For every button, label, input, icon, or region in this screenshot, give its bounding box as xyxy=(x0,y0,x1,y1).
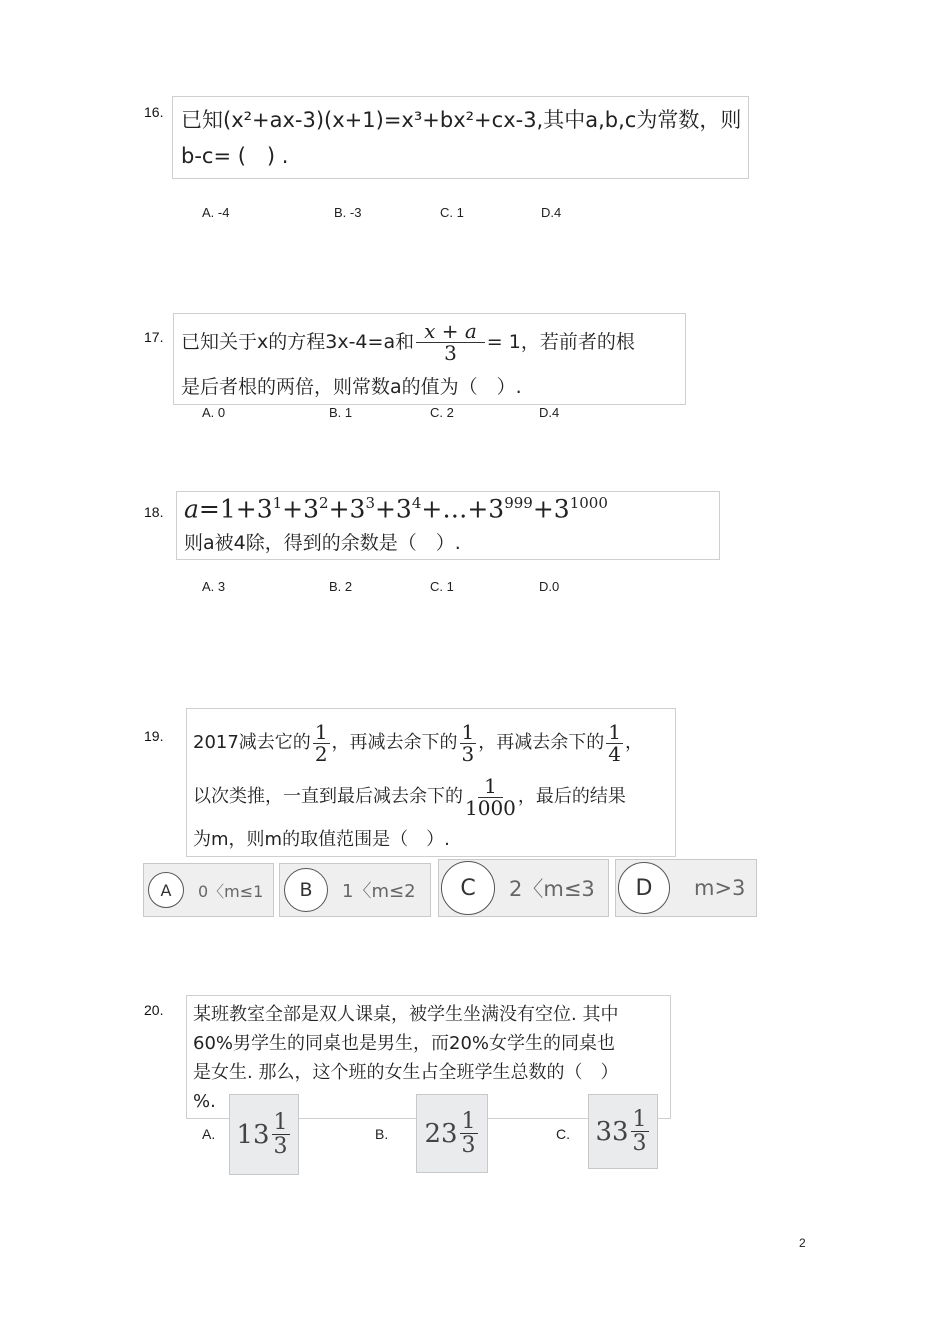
choice-text: 1〈m≤2 xyxy=(342,881,416,902)
question-18-term: +3 xyxy=(374,494,412,524)
question-17-line1-pre: 已知关于x的方程3x-4=a和 xyxy=(181,331,415,353)
question-16-option-a[interactable]: A. -4 xyxy=(202,205,230,220)
fraction-numerator: 1 xyxy=(314,719,328,744)
question-19-text: 以次类推，一直到最后减去余下的 xyxy=(193,786,463,807)
mixed-number-fraction xyxy=(460,1110,478,1157)
question-20-line3: 是女生. 那么，这个班的女生占全班学生总数的（ ） xyxy=(193,1062,619,1083)
question-16-option-c[interactable]: C. 1 xyxy=(440,205,464,220)
question-19-fraction-quarter xyxy=(606,719,623,766)
question-17-fraction-numerator: x + a xyxy=(416,321,485,343)
question-19-choice-a[interactable] xyxy=(143,863,274,917)
fraction-denominator: 3 xyxy=(461,741,475,766)
question-18-term: +3 xyxy=(282,494,320,524)
question-19-fraction-half xyxy=(313,719,330,766)
question-18-exponent: 4 xyxy=(411,494,422,512)
fraction-numerator: 1 xyxy=(632,1106,647,1132)
question-17-box xyxy=(173,313,686,405)
page-number: 2 xyxy=(799,1236,806,1250)
mixed-number-whole: 33 xyxy=(595,1116,629,1147)
question-18-number: 18. xyxy=(144,504,164,520)
fraction-numerator: 1 xyxy=(478,776,503,798)
fraction-denominator: 3 xyxy=(632,1131,647,1156)
question-20-number: 20. xyxy=(144,1002,164,1018)
question-18-term: +3 xyxy=(328,494,366,524)
question-17-fraction xyxy=(416,318,485,365)
question-17-line2: 是后者根的两倍，则常数a的值为（ ）. xyxy=(181,376,522,398)
question-19-text: ，再减去余下的 xyxy=(478,732,605,753)
question-20-option-c[interactable] xyxy=(588,1094,658,1169)
choice-text: 2〈m≤3 xyxy=(509,877,595,901)
fraction-numerator: 1 xyxy=(273,1109,288,1135)
question-18-term: =1+3 xyxy=(198,494,273,524)
question-19-text: 2017减去它的 xyxy=(193,732,311,753)
choice-text: 0〈m≤1 xyxy=(198,881,264,901)
question-19-text: ，再减去余下的 xyxy=(331,732,458,753)
question-17-fraction-denominator: 3 xyxy=(444,340,457,365)
question-19-number: 19. xyxy=(144,728,164,744)
question-18-exponent: 1000 xyxy=(569,494,608,512)
question-19-box xyxy=(186,708,676,857)
question-18-option-d[interactable]: D.0 xyxy=(539,579,560,594)
mixed-number-whole: 13 xyxy=(236,1119,270,1150)
choice-letter-circle: A xyxy=(148,872,184,908)
question-20-line1: 某班教室全部是双人课桌，被学生坐满没有空位. 其中 xyxy=(193,1004,619,1025)
question-17-option-b[interactable]: B. 1 xyxy=(329,405,353,420)
question-19-fraction-third xyxy=(460,719,477,766)
question-20-option-b-label: B. xyxy=(375,1126,389,1142)
question-18-exponent: 1 xyxy=(272,494,283,512)
fraction-numerator: 1 xyxy=(608,719,622,744)
question-20-option-a-label: A. xyxy=(202,1126,216,1142)
question-19-choice-d[interactable] xyxy=(615,859,757,917)
question-20-line4: %. xyxy=(193,1091,216,1112)
question-16-line1: 已知(x²+ax-3)(x+1)=x³+bx²+cx-3,其中a,b,c为常数，则 xyxy=(181,108,742,132)
fraction-denominator: 3 xyxy=(461,1133,476,1158)
fraction-denominator: 2 xyxy=(314,741,328,766)
question-20-option-a[interactable] xyxy=(229,1094,299,1175)
question-17-line1-post: = 1，若前者的根 xyxy=(486,331,635,353)
question-18-variable-a: a xyxy=(184,494,199,524)
fraction-denominator: 1000 xyxy=(465,795,516,820)
question-18-box xyxy=(176,491,720,560)
question-19-choice-b[interactable] xyxy=(279,863,431,917)
choice-letter-circle: C xyxy=(441,861,495,915)
question-19-text: ， xyxy=(625,732,644,753)
question-16-option-d[interactable]: D.4 xyxy=(541,205,562,220)
question-17-option-a[interactable]: A. 0 xyxy=(202,405,226,420)
question-16-line2: b-c= ( ) . xyxy=(181,144,289,168)
question-17-option-d[interactable]: D.4 xyxy=(539,405,560,420)
question-18-option-b[interactable]: B. 2 xyxy=(329,579,353,594)
question-18-formula xyxy=(184,494,608,523)
question-17-number: 17. xyxy=(144,329,164,345)
question-18-exponent: 999 xyxy=(504,494,533,512)
question-18-line2: 则a被4除，得到的余数是（ ）. xyxy=(184,532,461,554)
question-20-option-b[interactable] xyxy=(416,1094,488,1173)
choice-text: m>3 xyxy=(694,876,746,900)
question-20-line2: 60%男学生的同桌也是男生，而20%女学生的同桌也 xyxy=(193,1033,616,1054)
question-20-option-c-label: C. xyxy=(556,1126,570,1142)
mixed-number-fraction xyxy=(631,1108,649,1155)
question-18-option-c[interactable]: C. 1 xyxy=(430,579,454,594)
mixed-number-whole: 23 xyxy=(424,1118,458,1149)
question-19-line3: 为m，则m的取值范围是（ ）. xyxy=(193,829,450,850)
fraction-denominator: 4 xyxy=(608,741,622,766)
question-19-text: ，最后的结果 xyxy=(517,786,626,807)
question-18-term: +3 xyxy=(532,494,570,524)
question-17-option-c[interactable]: C. 2 xyxy=(430,405,454,420)
question-18-exponent: 2 xyxy=(319,494,329,512)
question-16-number: 16. xyxy=(144,104,164,120)
question-19-choice-c[interactable] xyxy=(438,859,609,917)
question-16-box xyxy=(172,96,749,179)
question-19-fraction-thousandth xyxy=(465,773,516,820)
question-18-option-a[interactable]: A. 3 xyxy=(202,579,226,594)
fraction-denominator: 3 xyxy=(273,1134,288,1159)
choice-letter-circle: D xyxy=(618,862,670,914)
question-18-term: +…+3 xyxy=(421,494,505,524)
fraction-numerator: 1 xyxy=(461,719,475,744)
mixed-number-fraction xyxy=(272,1111,290,1158)
question-18-exponent: 3 xyxy=(365,494,375,512)
question-16-option-b[interactable]: B. -3 xyxy=(334,205,362,220)
fraction-numerator: 1 xyxy=(461,1108,476,1134)
choice-letter-circle: B xyxy=(284,868,328,912)
